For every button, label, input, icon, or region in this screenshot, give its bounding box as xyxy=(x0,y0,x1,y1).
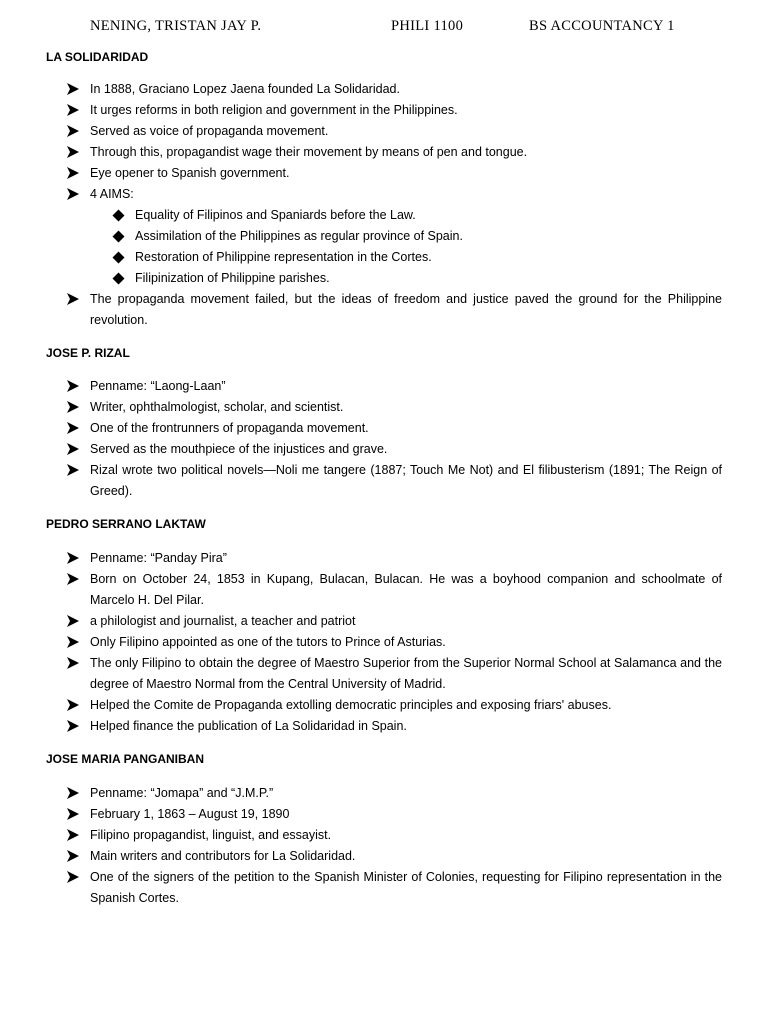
arrow-bullet-icon xyxy=(66,166,80,180)
list-item: The only Filipino to obtain the degree of Maestro Superior from the Superior Normal School at Salamanca and the degree of Maestro Normal from the Central University of Madrid. xyxy=(0,653,722,695)
arrow-bullet-icon xyxy=(66,103,80,117)
list-item: Helped finance the publication of La Solidaridad in Spain. xyxy=(0,716,722,737)
section-title-la-solidaridad: LA SOLIDARIDAD xyxy=(46,50,149,64)
student-name: NENING, TRISTAN JAY P. xyxy=(90,18,262,34)
arrow-bullet-icon xyxy=(66,698,80,712)
arrow-bullet-icon xyxy=(66,656,80,670)
list-item: One of the frontrunners of propaganda movement. xyxy=(0,418,722,439)
arrow-bullet-icon xyxy=(66,635,80,649)
list-item: Through this, propagandist wage their movement by means of pen and tongue. xyxy=(0,142,722,163)
arrow-bullet-icon xyxy=(66,379,80,393)
arrow-bullet-icon xyxy=(66,124,80,138)
list-item: One of the signers of the petition to the Spanish Minister of Colonies, requesting for Filipino representation in the Spanish Cortes. xyxy=(0,867,722,909)
list-item: 4 AIMS: xyxy=(0,184,722,205)
arrow-bullet-icon xyxy=(66,870,80,884)
arrow-bullet-icon xyxy=(66,572,80,586)
section-title-pedro-serrano-laktaw: PEDRO SERRANO LAKTAW xyxy=(46,517,206,531)
arrow-bullet-icon xyxy=(66,145,80,159)
diamond-bullet-icon xyxy=(112,209,125,222)
sub-list-item: Restoration of Philippine representation in the Cortes. xyxy=(0,247,722,268)
list-item: In 1888, Graciano Lopez Jaena founded La Solidaridad. xyxy=(0,79,722,100)
program-name: BS ACCOUNTANCY 1 xyxy=(529,18,675,34)
section-title-jose-maria-panganiban: JOSE MARIA PANGANIBAN xyxy=(46,752,205,766)
arrow-bullet-icon xyxy=(66,442,80,456)
arrow-bullet-icon xyxy=(66,400,80,414)
list-item: The propaganda movement failed, but the ideas of freedom and justice paved the ground for the Philippine revolution. xyxy=(0,289,722,331)
sub-list-aims xyxy=(0,205,768,289)
arrow-bullet-icon xyxy=(66,786,80,800)
arrow-bullet-icon xyxy=(66,828,80,842)
section-title-jose-rizal: JOSE P. RIZAL xyxy=(46,346,130,360)
arrow-bullet-icon xyxy=(66,614,80,628)
section-list-jose-rizal xyxy=(0,376,768,502)
arrow-bullet-icon xyxy=(66,463,80,477)
list-item: Served as voice of propaganda movement. xyxy=(0,121,722,142)
arrow-bullet-icon xyxy=(66,551,80,565)
arrow-bullet-icon xyxy=(66,807,80,821)
list-item: Rizal wrote two political novels—Noli me tangere (1887; Touch Me Not) and El filibusterism (1891; The Reign of Greed). xyxy=(0,460,722,502)
sub-list-item: Filipinization of Philippine parishes. xyxy=(0,268,722,289)
list-item: Filipino propagandist, linguist, and essayist. xyxy=(0,825,722,846)
list-item: Main writers and contributors for La Solidaridad. xyxy=(0,846,722,867)
list-item: Penname: “Jomapa” and “J.M.P.” xyxy=(0,783,722,804)
sub-list-item: Assimilation of the Philippines as regular province of Spain. xyxy=(0,226,722,247)
list-item: a philologist and journalist, a teacher and patriot xyxy=(0,611,722,632)
arrow-bullet-icon xyxy=(66,82,80,96)
list-item: Served as the mouthpiece of the injustices and grave. xyxy=(0,439,722,460)
arrow-bullet-icon xyxy=(66,849,80,863)
arrow-bullet-icon xyxy=(66,187,80,201)
diamond-bullet-icon xyxy=(112,251,125,264)
section-list-la-solidaridad xyxy=(0,79,768,331)
section-list-jose-maria-panganiban xyxy=(0,783,768,909)
list-item: It urges reforms in both religion and government in the Philippines. xyxy=(0,100,722,121)
list-item: Penname: “Panday Pira” xyxy=(0,548,722,569)
course-code: PHILI 1100 xyxy=(391,18,464,34)
list-item: Eye opener to Spanish government. xyxy=(0,163,722,184)
page-header xyxy=(0,18,768,38)
arrow-bullet-icon xyxy=(66,292,80,306)
arrow-bullet-icon xyxy=(66,719,80,733)
diamond-bullet-icon xyxy=(112,272,125,285)
arrow-bullet-icon xyxy=(66,421,80,435)
list-item: February 1, 1863 – August 19, 1890 xyxy=(0,804,722,825)
list-item: Penname: “Laong-Laan” xyxy=(0,376,722,397)
list-item: Helped the Comite de Propaganda extolling democratic principles and exposing friars' abuses. xyxy=(0,695,722,716)
list-item: Born on October 24, 1853 in Kupang, Bulacan, Bulacan. He was a boyhood companion and schoolmate of Marcelo H. Del Pilar. xyxy=(0,569,722,611)
sub-list-item: Equality of Filipinos and Spaniards before the Law. xyxy=(0,205,722,226)
diamond-bullet-icon xyxy=(112,230,125,243)
list-item: Only Filipino appointed as one of the tutors to Prince of Asturias. xyxy=(0,632,722,653)
section-list-pedro-serrano-laktaw xyxy=(0,548,768,737)
list-item: Writer, ophthalmologist, scholar, and scientist. xyxy=(0,397,722,418)
